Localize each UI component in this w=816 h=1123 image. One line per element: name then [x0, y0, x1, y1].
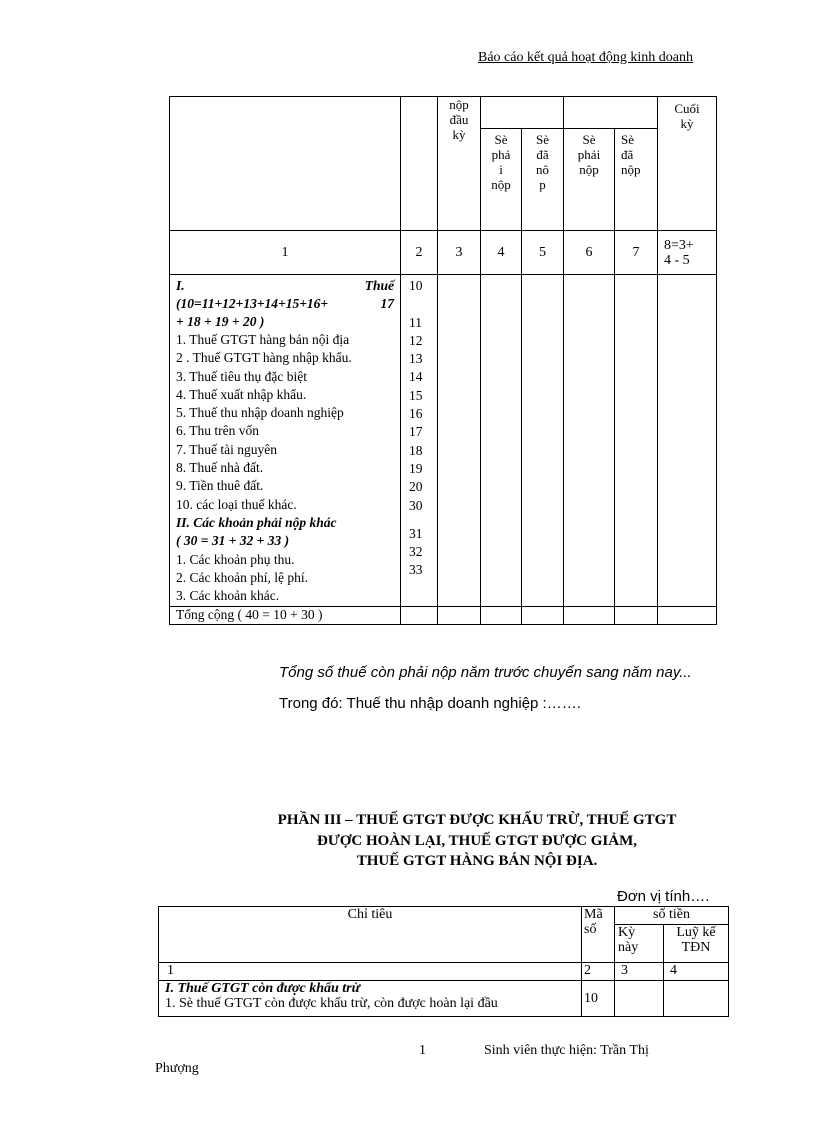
- list-item: 10. các loại thuế khác.: [176, 496, 297, 512]
- items-cell: I. Thuế (10=11+12+13+14+15+16+ 17 + 18 + 19 + 20 ) 1. Thuế GTGT hàng bán nội địa 2 . Thuế GTGT hàng nhập khẩu. 3. Thuế tiêu thụ đặc biệt 4. Thuế xuất nhập khẩu. 5. Thuế thu nhập doanh nghiệp 6. Thu trên vốn 7. Thuế tài nguyên 8. Thuế nhà đất. 9. Tiền thuê đất. 10. các loại thuế khác. II. Các khoản phải nộp khác ( 30 = 31 + 32 + 33 ) 1. Các khoản phụ thu. 2. Các khoản phí, lệ phí. 3. Các khoản khác.: [170, 275, 401, 607]
- part3-title-1: PHẦN III – THUẾ GTGT ĐƯỢC KHẤU TRỪ, THUẾ GTGT: [277, 812, 677, 828]
- list-item: 30: [409, 497, 423, 513]
- list-item: 8. Thuế nhà đất.: [176, 460, 264, 476]
- list-item: 2. Các khoản phí, lệ phí.: [176, 569, 308, 585]
- part3-title-3: THUẾ GTGT HÀNG BÁN NỘI ĐỊA.: [356, 853, 598, 869]
- head-group-b: [564, 97, 658, 129]
- head-paid: Sè đã nô p: [522, 129, 564, 231]
- head-payable-2: Sè phải nộp: [564, 129, 615, 231]
- total-row: Tổng cộng ( 40 = 10 + 30 ): [170, 607, 717, 625]
- list-item: 4. Thuế xuất nhập khẩu.: [176, 386, 307, 402]
- list-item: 1. Thuế GTGT hàng bán nội địa: [176, 332, 350, 347]
- list-item: 16: [409, 406, 423, 422]
- student-label: Sinh viên thực hiện: Trần Thị: [484, 1043, 649, 1058]
- list-item: 15: [409, 387, 423, 403]
- list-item: 7. Thuế tài nguyên: [176, 441, 277, 457]
- list-item: [401, 295, 437, 313]
- list-item: 32: [409, 544, 423, 560]
- head-blank: [170, 97, 401, 231]
- head-group-a: [481, 97, 564, 129]
- header-row-1: [170, 97, 717, 129]
- head-paid-2: Sè đã nộp: [615, 129, 658, 231]
- codes-cell: [401, 275, 438, 607]
- list-item: 10: [409, 278, 423, 293]
- list-item: 33: [409, 562, 423, 578]
- page-number: 1: [419, 1043, 426, 1058]
- list-item: 5. Thuế thu nhập doanh nghiệp: [176, 405, 344, 421]
- list-item: 3. Thuế tiêu thụ đặc biệt: [176, 368, 307, 384]
- list-item: 11: [409, 314, 422, 330]
- head-payable: Sè phả i nộp: [481, 129, 522, 231]
- report-header: Báo cáo kết quả hoạt động kinh doanh: [478, 50, 694, 65]
- list-item: 3. Các khoản khác.: [176, 588, 280, 604]
- number-row: 1 2 3 4 5 6 7 8=3+ 4 - 5: [170, 231, 717, 275]
- list-item: 18: [409, 442, 423, 458]
- list-item: 20: [409, 479, 423, 495]
- list-item: 19: [409, 460, 423, 476]
- body-row: [170, 275, 717, 607]
- list-item: 2 . Thuế GTGT hàng nhập khẩu.: [176, 350, 352, 366]
- col-money: số tiền: [615, 907, 729, 925]
- list-item: 13: [409, 351, 423, 367]
- list-item: 17: [409, 424, 423, 440]
- list-item: 6. Thu trên vốn: [176, 423, 259, 439]
- list-item: 14: [409, 369, 423, 385]
- list-item: 1. Các khoản phụ thu.: [176, 551, 295, 567]
- note-carried-tax: Tổng số thuế còn phải nộp năm trước chuyển sang năm nay...: [279, 664, 692, 681]
- col-period: Kỳ này: [615, 925, 664, 963]
- student-name: Phượng: [155, 1061, 199, 1076]
- part3-title-2: ĐƯỢC HOÀN LẠI, THUẾ GTGT ĐƯỢC GIẢM,: [316, 833, 638, 849]
- col-code: Mã số: [582, 907, 615, 963]
- vat-table: Chỉ tiêu Mã số số tiền Kỳ này Luỹ kế TĐN 1 2 3 4 I. Thuế GTGT còn được khấu trừ 1. Sè thuế GTGT còn được khấu trừ, còn được hoàn lại đầu 10: [158, 906, 729, 1017]
- head-closing: Cuối kỳ: [658, 97, 717, 231]
- other-items-list: [170, 551, 400, 606]
- note-cit: Trong đó: Thuế thu nhập doanh nghiệp :…….: [279, 695, 581, 712]
- head-code: [401, 97, 438, 231]
- head-opening: nộp đầu kỳ: [438, 97, 481, 231]
- tax-items-list: [170, 331, 400, 514]
- col-indicator: Chỉ tiêu: [159, 907, 582, 963]
- list-item: 12: [409, 332, 423, 348]
- col-accumulated: Luỹ kế TĐN: [664, 925, 729, 963]
- list-item: 9. Tiền thuê đất.: [176, 478, 264, 494]
- tax-table: [169, 96, 717, 625]
- list-item: 31: [409, 525, 423, 541]
- unit-label: Đơn vị tính….: [617, 888, 710, 905]
